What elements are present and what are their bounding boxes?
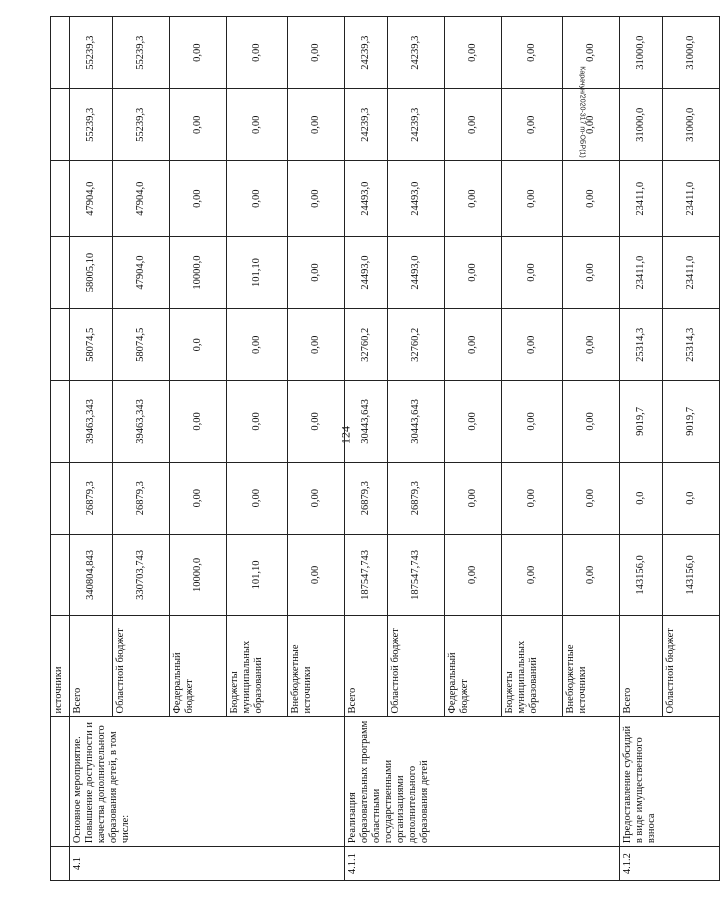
amount-cell: 47904,0 (113, 237, 170, 309)
amount-cell: 0,00 (502, 237, 563, 309)
amount-cell: 0,00 (227, 89, 288, 161)
amount-cell: 0,00 (170, 381, 227, 462)
funding-source: Всего (70, 615, 113, 717)
amount-cell: 0,00 (288, 462, 345, 534)
amount-cell: 0,00 (563, 309, 620, 381)
funding-source: Бюджеты муниципальных образований (502, 615, 563, 717)
amount-cell: 0,00 (227, 381, 288, 462)
amount-cell: 0,00 (170, 17, 227, 89)
amount-cell: 0,0 (620, 462, 663, 534)
amount-cell: 31000,0 (663, 89, 720, 161)
amount-cell: 0,00 (502, 462, 563, 534)
amount-cell: 24493,0 (388, 161, 445, 237)
amount-cell: 0,00 (502, 309, 563, 381)
amount-cell: 0,00 (288, 17, 345, 89)
header-cell-sources: источники (51, 615, 70, 717)
amount-cell: 187547,743 (345, 534, 388, 615)
amount-cell: 101,10 (227, 237, 288, 309)
amount-cell: 0,00 (563, 237, 620, 309)
amount-cell: 58074,5 (70, 309, 113, 381)
funding-source: Областной бюджет (388, 615, 445, 717)
amount-cell: 0,0 (170, 309, 227, 381)
amount-cell: 26879,3 (345, 462, 388, 534)
table-row (70, 17, 113, 881)
row-number: 4.1.2 (620, 847, 720, 881)
amount-cell: 31000,0 (663, 17, 720, 89)
amount-cell: 0,00 (288, 381, 345, 462)
amount-cell: 0,00 (288, 237, 345, 309)
table-row (345, 17, 388, 881)
amount-cell: 26879,3 (113, 462, 170, 534)
amount-cell: 0,00 (170, 161, 227, 237)
amount-cell: 0,00 (445, 534, 502, 615)
amount-cell: 10000,0 (170, 237, 227, 309)
amount-cell: 32760,2 (345, 309, 388, 381)
amount-cell: 24493,0 (345, 237, 388, 309)
amount-cell: 0,00 (502, 381, 563, 462)
amount-cell: 39463,343 (70, 381, 113, 462)
amount-cell: 0,00 (445, 462, 502, 534)
funding-source: Федеральный бюджет (445, 615, 502, 717)
amount-cell: 0,00 (563, 462, 620, 534)
amount-cell: 23411,0 (663, 161, 720, 237)
amount-cell: 55239,3 (113, 17, 170, 89)
funding-source: Всего (620, 615, 663, 717)
amount-cell: 143156,0 (620, 534, 663, 615)
funding-source: Областной бюджет (113, 615, 170, 717)
amount-cell: 39463,343 (113, 381, 170, 462)
amount-cell: 23411,0 (663, 237, 720, 309)
funding-source: Внебюджетные источники (288, 615, 345, 717)
amount-cell: 0,00 (288, 309, 345, 381)
amount-cell: 340804,843 (70, 534, 113, 615)
document-stamp: Карачун/2020-317 m-ОБР(1) (578, 66, 586, 158)
amount-cell: 32760,2 (388, 309, 445, 381)
amount-cell: 0,00 (502, 534, 563, 615)
amount-cell: 31000,0 (620, 17, 663, 89)
amount-cell: 24239,3 (345, 89, 388, 161)
amount-cell: 58005,10 (70, 237, 113, 309)
amount-cell: 23411,0 (620, 161, 663, 237)
amount-cell: 0,00 (445, 161, 502, 237)
funding-source: Внебюджетные источники (563, 615, 620, 717)
amount-cell: 55239,3 (70, 89, 113, 161)
amount-cell: 0,00 (445, 17, 502, 89)
amount-cell: 0,00 (563, 17, 620, 89)
amount-cell: 24239,3 (388, 89, 445, 161)
amount-cell: 47904,0 (113, 161, 170, 237)
row-number: 4.1 (70, 847, 345, 881)
amount-cell: 143156,0 (663, 534, 720, 615)
amount-cell: 330703,743 (113, 534, 170, 615)
amount-cell: 0,00 (563, 534, 620, 615)
amount-cell: 0,00 (288, 89, 345, 161)
funding-source: Федеральный бюджет (170, 615, 227, 717)
amount-cell: 30443,643 (345, 381, 388, 462)
measure-name: Предоставление субсидий в виде имущественного взноса (620, 717, 720, 847)
funding-source: Всего (345, 615, 388, 717)
amount-cell: 24239,3 (388, 17, 445, 89)
amount-cell: 0,00 (502, 89, 563, 161)
header-continuation-row (51, 17, 70, 881)
amount-cell: 26879,3 (70, 462, 113, 534)
amount-cell: 0,00 (288, 534, 345, 615)
funding-source: Областной бюджет (663, 615, 720, 717)
amount-cell: 9019,7 (620, 381, 663, 462)
amount-cell: 0,00 (563, 381, 620, 462)
amount-cell: 47904,0 (70, 161, 113, 237)
budget-table-rotated (50, 16, 696, 881)
amount-cell: 0,00 (227, 161, 288, 237)
amount-cell: 0,00 (445, 89, 502, 161)
page-number: 124 (338, 426, 353, 444)
amount-cell: 0,0 (663, 462, 720, 534)
table-row (620, 17, 663, 881)
amount-cell: 30443,643 (388, 381, 445, 462)
measure-name: Основное мероприятие. Повышение доступности и качества дополнительного образования детей, в том числе: (70, 717, 345, 847)
budget-table (50, 16, 720, 881)
amount-cell: 0,00 (445, 237, 502, 309)
amount-cell: 55239,3 (113, 89, 170, 161)
amount-cell: 24239,3 (345, 17, 388, 89)
amount-cell: 23411,0 (620, 237, 663, 309)
amount-cell: 10000,0 (170, 534, 227, 615)
measure-name: Реализация образовательных программ областными государственными организациями дополнительного образования детей (345, 717, 620, 847)
amount-cell: 0,00 (445, 309, 502, 381)
amount-cell: 24493,0 (388, 237, 445, 309)
amount-cell: 0,00 (563, 89, 620, 161)
amount-cell: 101,10 (227, 534, 288, 615)
amount-cell: 58074,5 (113, 309, 170, 381)
amount-cell: 9019,7 (663, 381, 720, 462)
funding-source: Бюджеты муниципальных образований (227, 615, 288, 717)
amount-cell: 0,00 (445, 381, 502, 462)
amount-cell: 187547,743 (388, 534, 445, 615)
amount-cell: 0,00 (288, 161, 345, 237)
amount-cell: 31000,0 (620, 89, 663, 161)
amount-cell: 0,00 (502, 161, 563, 237)
amount-cell: 26879,3 (388, 462, 445, 534)
amount-cell: 25314,3 (663, 309, 720, 381)
budget-table-body (51, 17, 720, 881)
amount-cell: 0,00 (170, 89, 227, 161)
amount-cell: 0,00 (227, 17, 288, 89)
amount-cell: 0,00 (502, 17, 563, 89)
amount-cell: 55239,3 (70, 17, 113, 89)
amount-cell: 25314,3 (620, 309, 663, 381)
amount-cell: 0,00 (170, 462, 227, 534)
amount-cell: 0,00 (563, 161, 620, 237)
amount-cell: 24493,0 (345, 161, 388, 237)
row-number: 4.1.1 (345, 847, 620, 881)
amount-cell: 0,00 (227, 309, 288, 381)
amount-cell: 0,00 (227, 462, 288, 534)
